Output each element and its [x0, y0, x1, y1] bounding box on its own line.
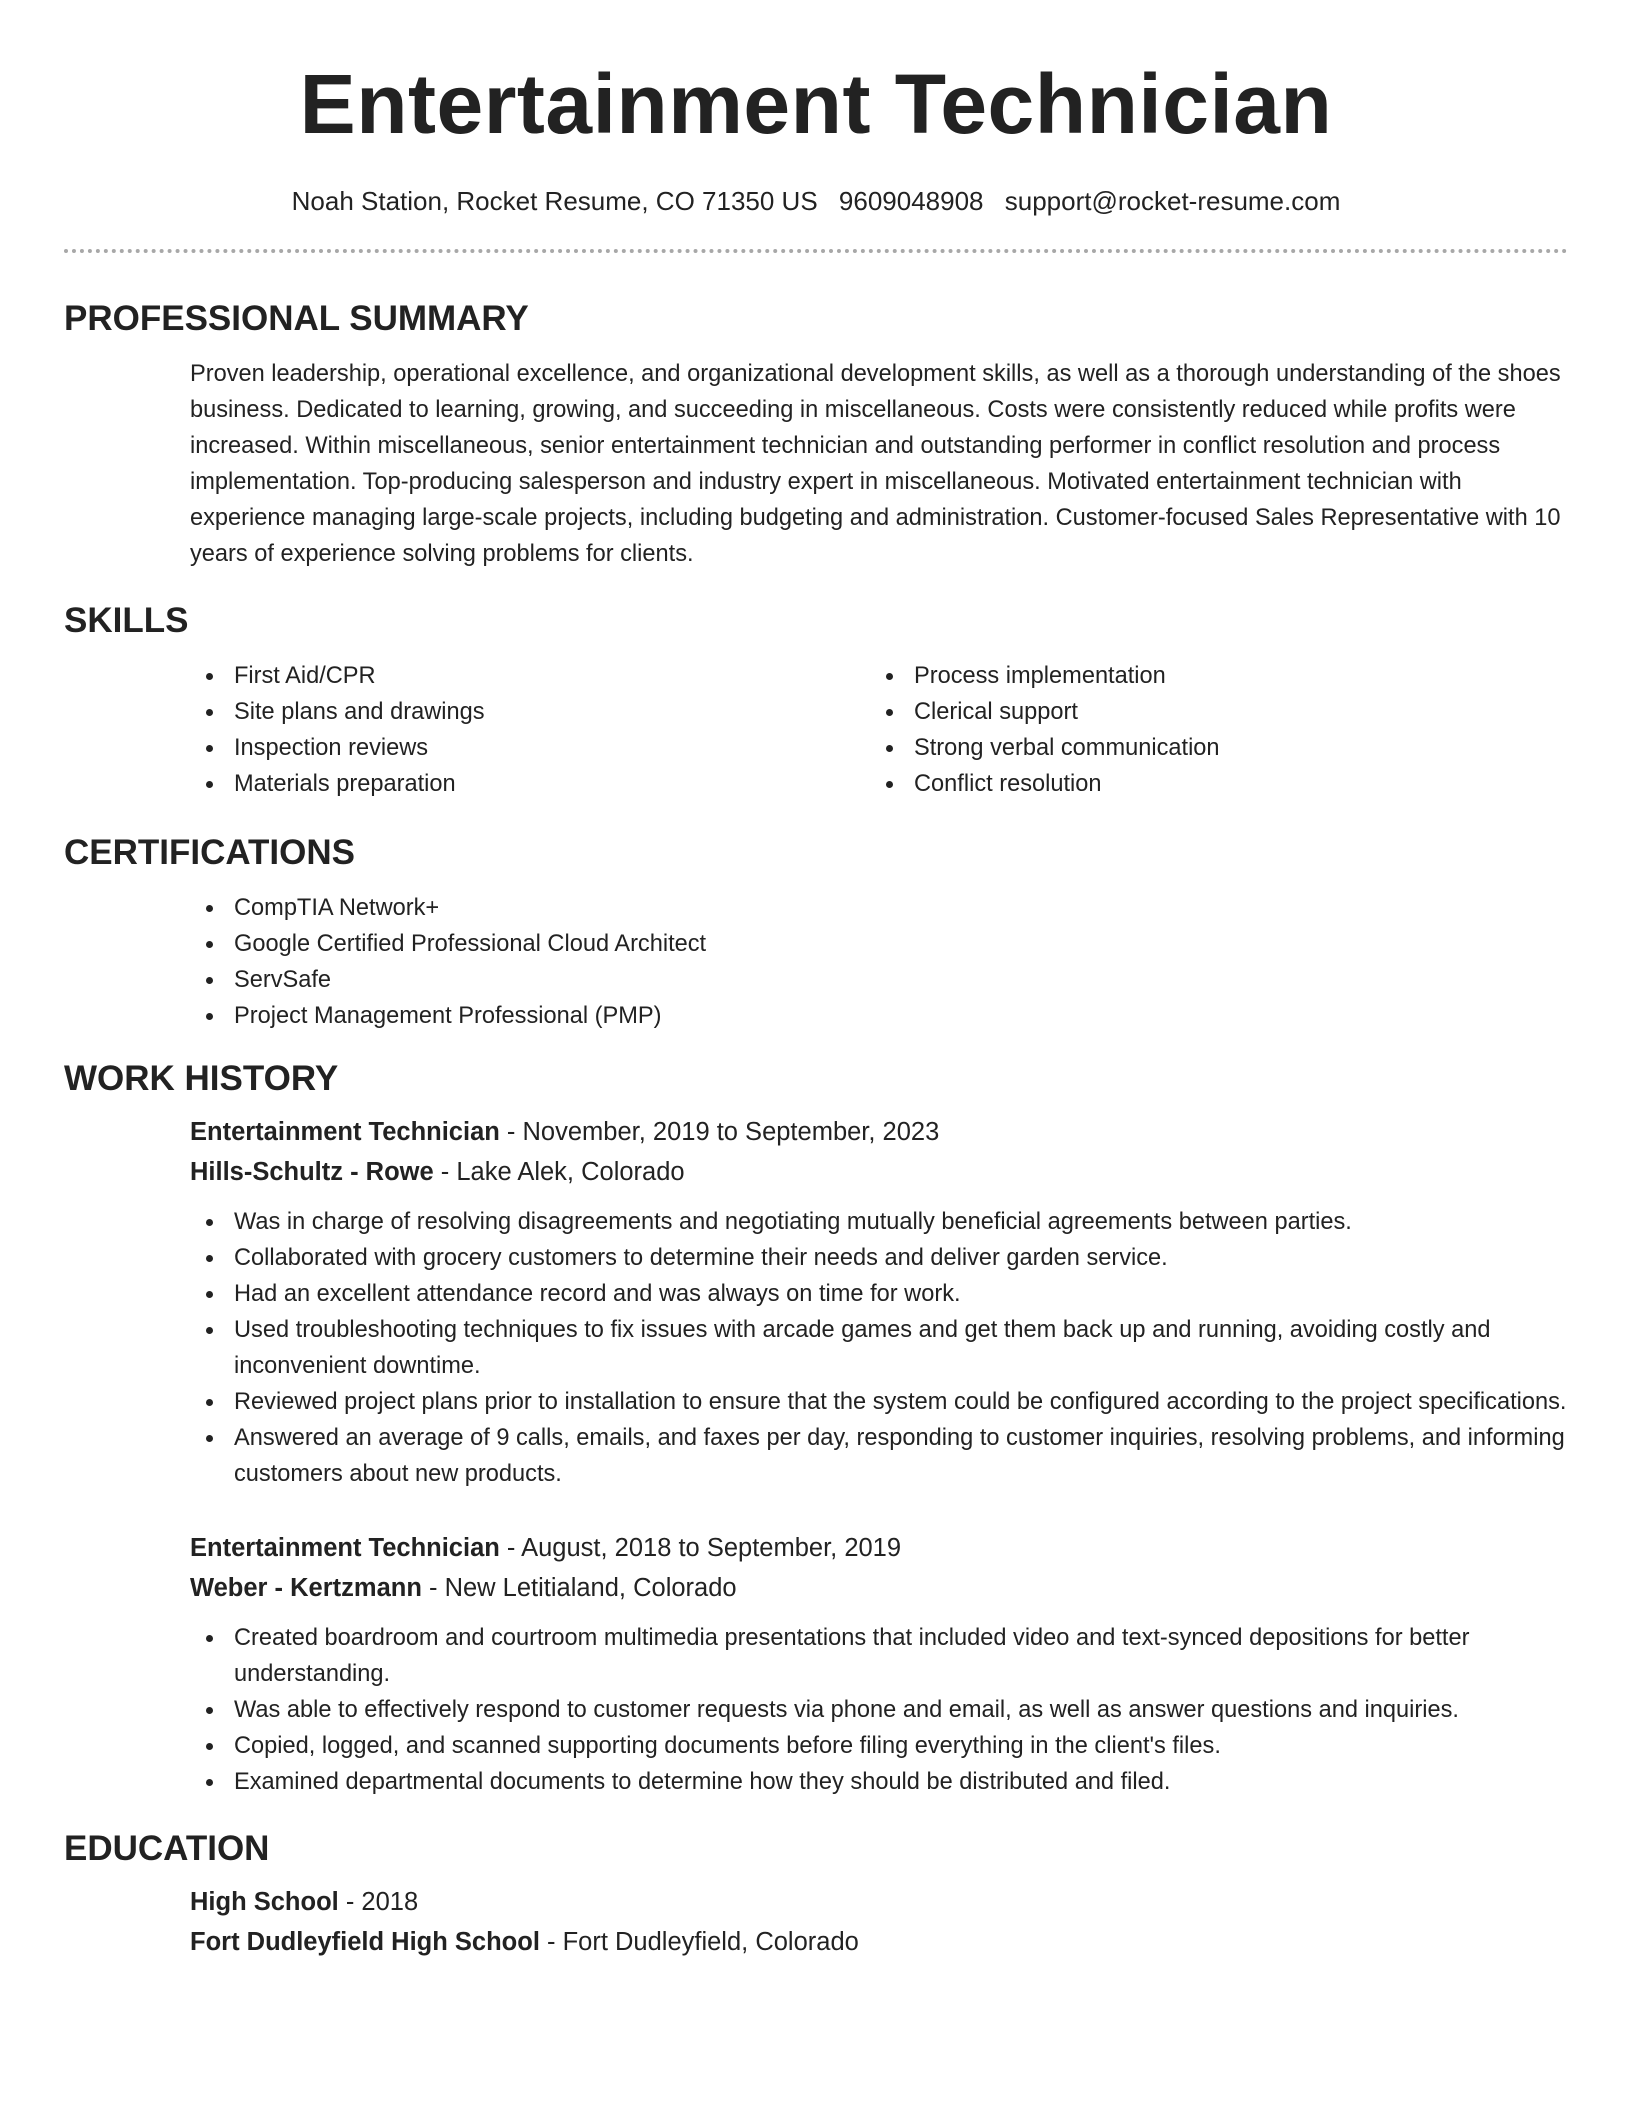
job-entry [190, 1112, 1568, 1492]
job-bullet: Used troubleshooting techniques to fix issues with arcade games and get them back up and running, avoiding costly and inconvenient downtime. [190, 1312, 1568, 1384]
job-entry [190, 1528, 1568, 1800]
job-bullets [190, 1204, 1568, 1492]
skills-list-left [190, 658, 870, 802]
skills-list-right [870, 658, 1550, 802]
certification-item: Google Certified Professional Cloud Architect [190, 926, 1568, 962]
skill-item: First Aid/CPR [190, 658, 870, 694]
job-bullets [190, 1620, 1568, 1800]
job-location: - Lake Alek, Colorado [433, 1158, 685, 1186]
education-degree: High School [190, 1888, 339, 1916]
contact-phone: 9609048908 [838, 186, 984, 216]
education-heading: EDUCATION [64, 1829, 270, 1868]
job-company-line [190, 1568, 1568, 1608]
job-dates: - August, 2018 to September, 2019 [499, 1534, 902, 1562]
job-bullet: Created boardroom and courtroom multimedia presentations that included video and text-synced depositions for better understanding. [190, 1620, 1568, 1692]
job-bullet: Collaborated with grocery customers to determine their needs and deliver garden service. [190, 1240, 1568, 1276]
job-bullet: Answered an average of 9 calls, emails, and faxes per day, responding to customer inquiries, resolving problems, and informing customers about new products. [190, 1420, 1568, 1492]
job-dates: - November, 2019 to September, 2023 [499, 1118, 940, 1146]
education-year: - 2018 [338, 1888, 419, 1916]
contact-email: support@rocket-resume.com [1004, 186, 1341, 216]
skills-grid [190, 658, 1568, 802]
education-school: Fort Dudleyfield High School [190, 1928, 540, 1956]
summary-heading: PROFESSIONAL SUMMARY [64, 299, 529, 338]
contact-address: Noah Station, Rocket Resume, CO 71350 US [291, 186, 818, 216]
certification-item: ServSafe [190, 962, 1568, 998]
work-history-heading: WORK HISTORY [64, 1059, 339, 1098]
work-history-section [64, 1054, 1568, 1800]
job-bullet: Reviewed project plans prior to installation to ensure that the system could be configured according to the project specifications. [190, 1384, 1568, 1420]
job-bullet: Examined departmental documents to determine how they should be distributed and filed. [190, 1764, 1568, 1800]
education-degree-line [190, 1882, 1568, 1922]
resume-name: Entertainment Technician [299, 57, 1333, 151]
skill-item: Process implementation [870, 658, 1550, 694]
job-location: - New Letitialand, Colorado [421, 1574, 737, 1602]
job-bullet: Had an excellent attendance record and was always on time for work. [190, 1276, 1568, 1312]
skill-item: Materials preparation [190, 766, 870, 802]
job-company-line [190, 1152, 1568, 1192]
certification-item: CompTIA Network+ [190, 890, 1568, 926]
skill-item: Site plans and drawings [190, 694, 870, 730]
header-divider [64, 249, 1568, 253]
job-company: Hills-Schultz - Rowe [190, 1158, 434, 1186]
education-location: - Fort Dudleyfield, Colorado [539, 1928, 859, 1956]
education-section [64, 1824, 1568, 1962]
skill-item: Inspection reviews [190, 730, 870, 766]
job-bullet: Was in charge of resolving disagreements and negotiating mutually beneficial agreements between parties. [190, 1204, 1568, 1240]
job-company: Weber - Kertzmann [190, 1574, 422, 1602]
job-title: Entertainment Technician [190, 1534, 500, 1562]
job-bullet: Copied, logged, and scanned supporting documents before filing everything in the client's files. [190, 1728, 1568, 1764]
certifications-section [64, 828, 1568, 1034]
education-entry [190, 1882, 1568, 1962]
job-bullet: Was able to effectively respond to customer requests via phone and email, as well as answer questions and inquiries. [190, 1692, 1568, 1728]
certifications-list [190, 890, 1568, 1034]
job-title-line [190, 1528, 1568, 1568]
certification-item: Project Management Professional (PMP) [190, 998, 1568, 1034]
job-title: Entertainment Technician [190, 1118, 500, 1146]
education-school-line [190, 1922, 1568, 1962]
skills-section [64, 596, 1568, 802]
job-title-line [190, 1112, 1568, 1152]
skills-heading: SKILLS [64, 601, 189, 640]
certifications-heading: CERTIFICATIONS [64, 833, 356, 872]
summary-section [64, 294, 1568, 572]
skill-item: Conflict resolution [870, 766, 1550, 802]
resume-content [64, 294, 1568, 1962]
skill-item: Clerical support [870, 694, 1550, 730]
contact-line [0, 184, 1632, 218]
skill-item: Strong verbal communication [870, 730, 1550, 766]
summary-text: Proven leadership, operational excellence, and organizational development skills, as well as a thorough understanding of the shoes business. Dedicated to learning, growing, and succeeding in miscellaneous. Costs were consistently reduced while profits were increased. Within miscellaneous, senior entertainment technician and outstanding performer in conflict resolution and process implementation. Top-producing salesperson and industry expert in miscellaneous. Motivated entertainment technician with experience managing large-scale projects, including budgeting and administration. Customer-focused Sales Representative with 10 years of experience solving problems for clients. [190, 361, 1561, 567]
